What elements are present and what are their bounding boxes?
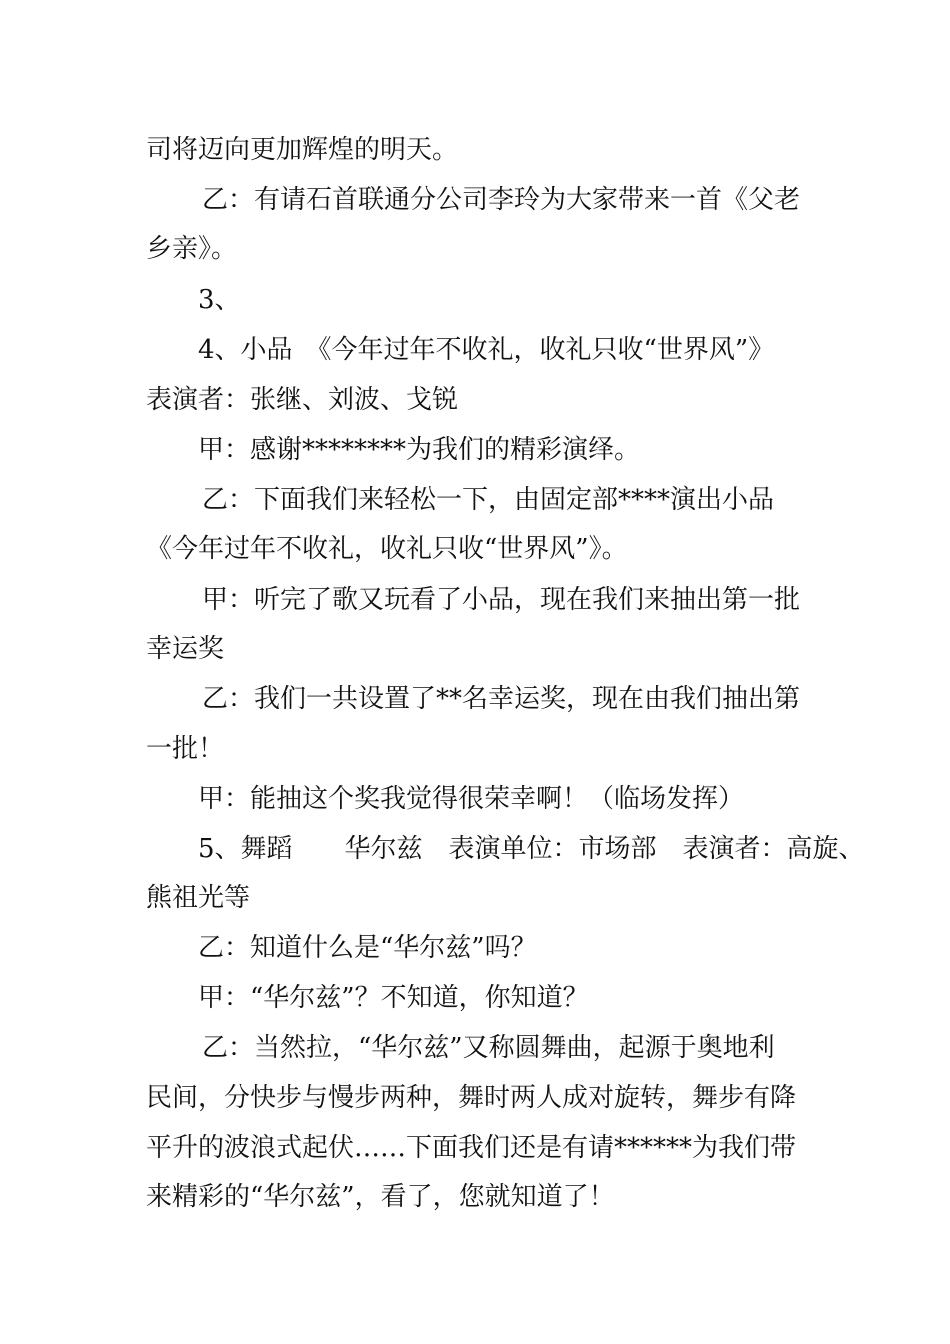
text-line-8: 乙：下面我们来轻松一下，由固定部****演出小品 [202, 485, 775, 515]
text-line-21: 平升的波浪式起伏……下面我们还是有请******为我们带 [146, 1133, 797, 1163]
text-line-2: 乙：有请石首联通分公司李玲为大家带来一首《父老 [202, 185, 801, 215]
text-line-12: 乙：我们一共设置了**名幸运奖，现在由我们抽出第 [202, 684, 801, 714]
text-line-11: 幸运奖 [146, 634, 225, 664]
text-line-3: 乡亲》。 [146, 234, 238, 264]
text-line-6: 表演者：张继、刘波、戈锐 [146, 385, 459, 415]
text-line-22: 来精彩的“华尔兹”，看了，您就知道了！ [146, 1182, 615, 1212]
text-line-15: 5、舞蹈 华尔兹 表演单位：市场部 表演者：高旋、 [198, 834, 865, 864]
text-line-17: 乙：知道什么是“华尔兹”吗？ [198, 933, 537, 963]
text-line-19: 乙：当然拉，“华尔兹”又称圆舞曲，起源于奥地利 [202, 1033, 775, 1063]
text-line-20: 民间，分快步与慢步两种，舞时两人成对旋转，舞步有降 [146, 1083, 797, 1113]
text-line-7: 甲：感谢********为我们的精彩演绎。 [198, 435, 641, 465]
text-line-13: 一批！ [146, 734, 225, 764]
text-line-14: 甲：能抽这个奖我觉得很荣幸啊！（临场发挥） [198, 784, 745, 814]
text-line-10: 甲：听完了歌又玩看了小品，现在我们来抽出第一批 [202, 585, 801, 615]
text-line-9: 《今年过年不收礼，收礼只收“世界风”》。 [146, 534, 628, 564]
text-line-5: 4、小品 《今年过年不收礼，收礼只收“世界风”》 [198, 335, 775, 365]
text-line-4: 3、 [198, 285, 241, 315]
text-line-16: 熊祖光等 [146, 883, 251, 913]
text-line-1: 司将迈向更加辉煌的明天。 [146, 135, 459, 165]
text-line-18: 甲：“华尔兹”？不知道，你知道？ [198, 983, 589, 1013]
